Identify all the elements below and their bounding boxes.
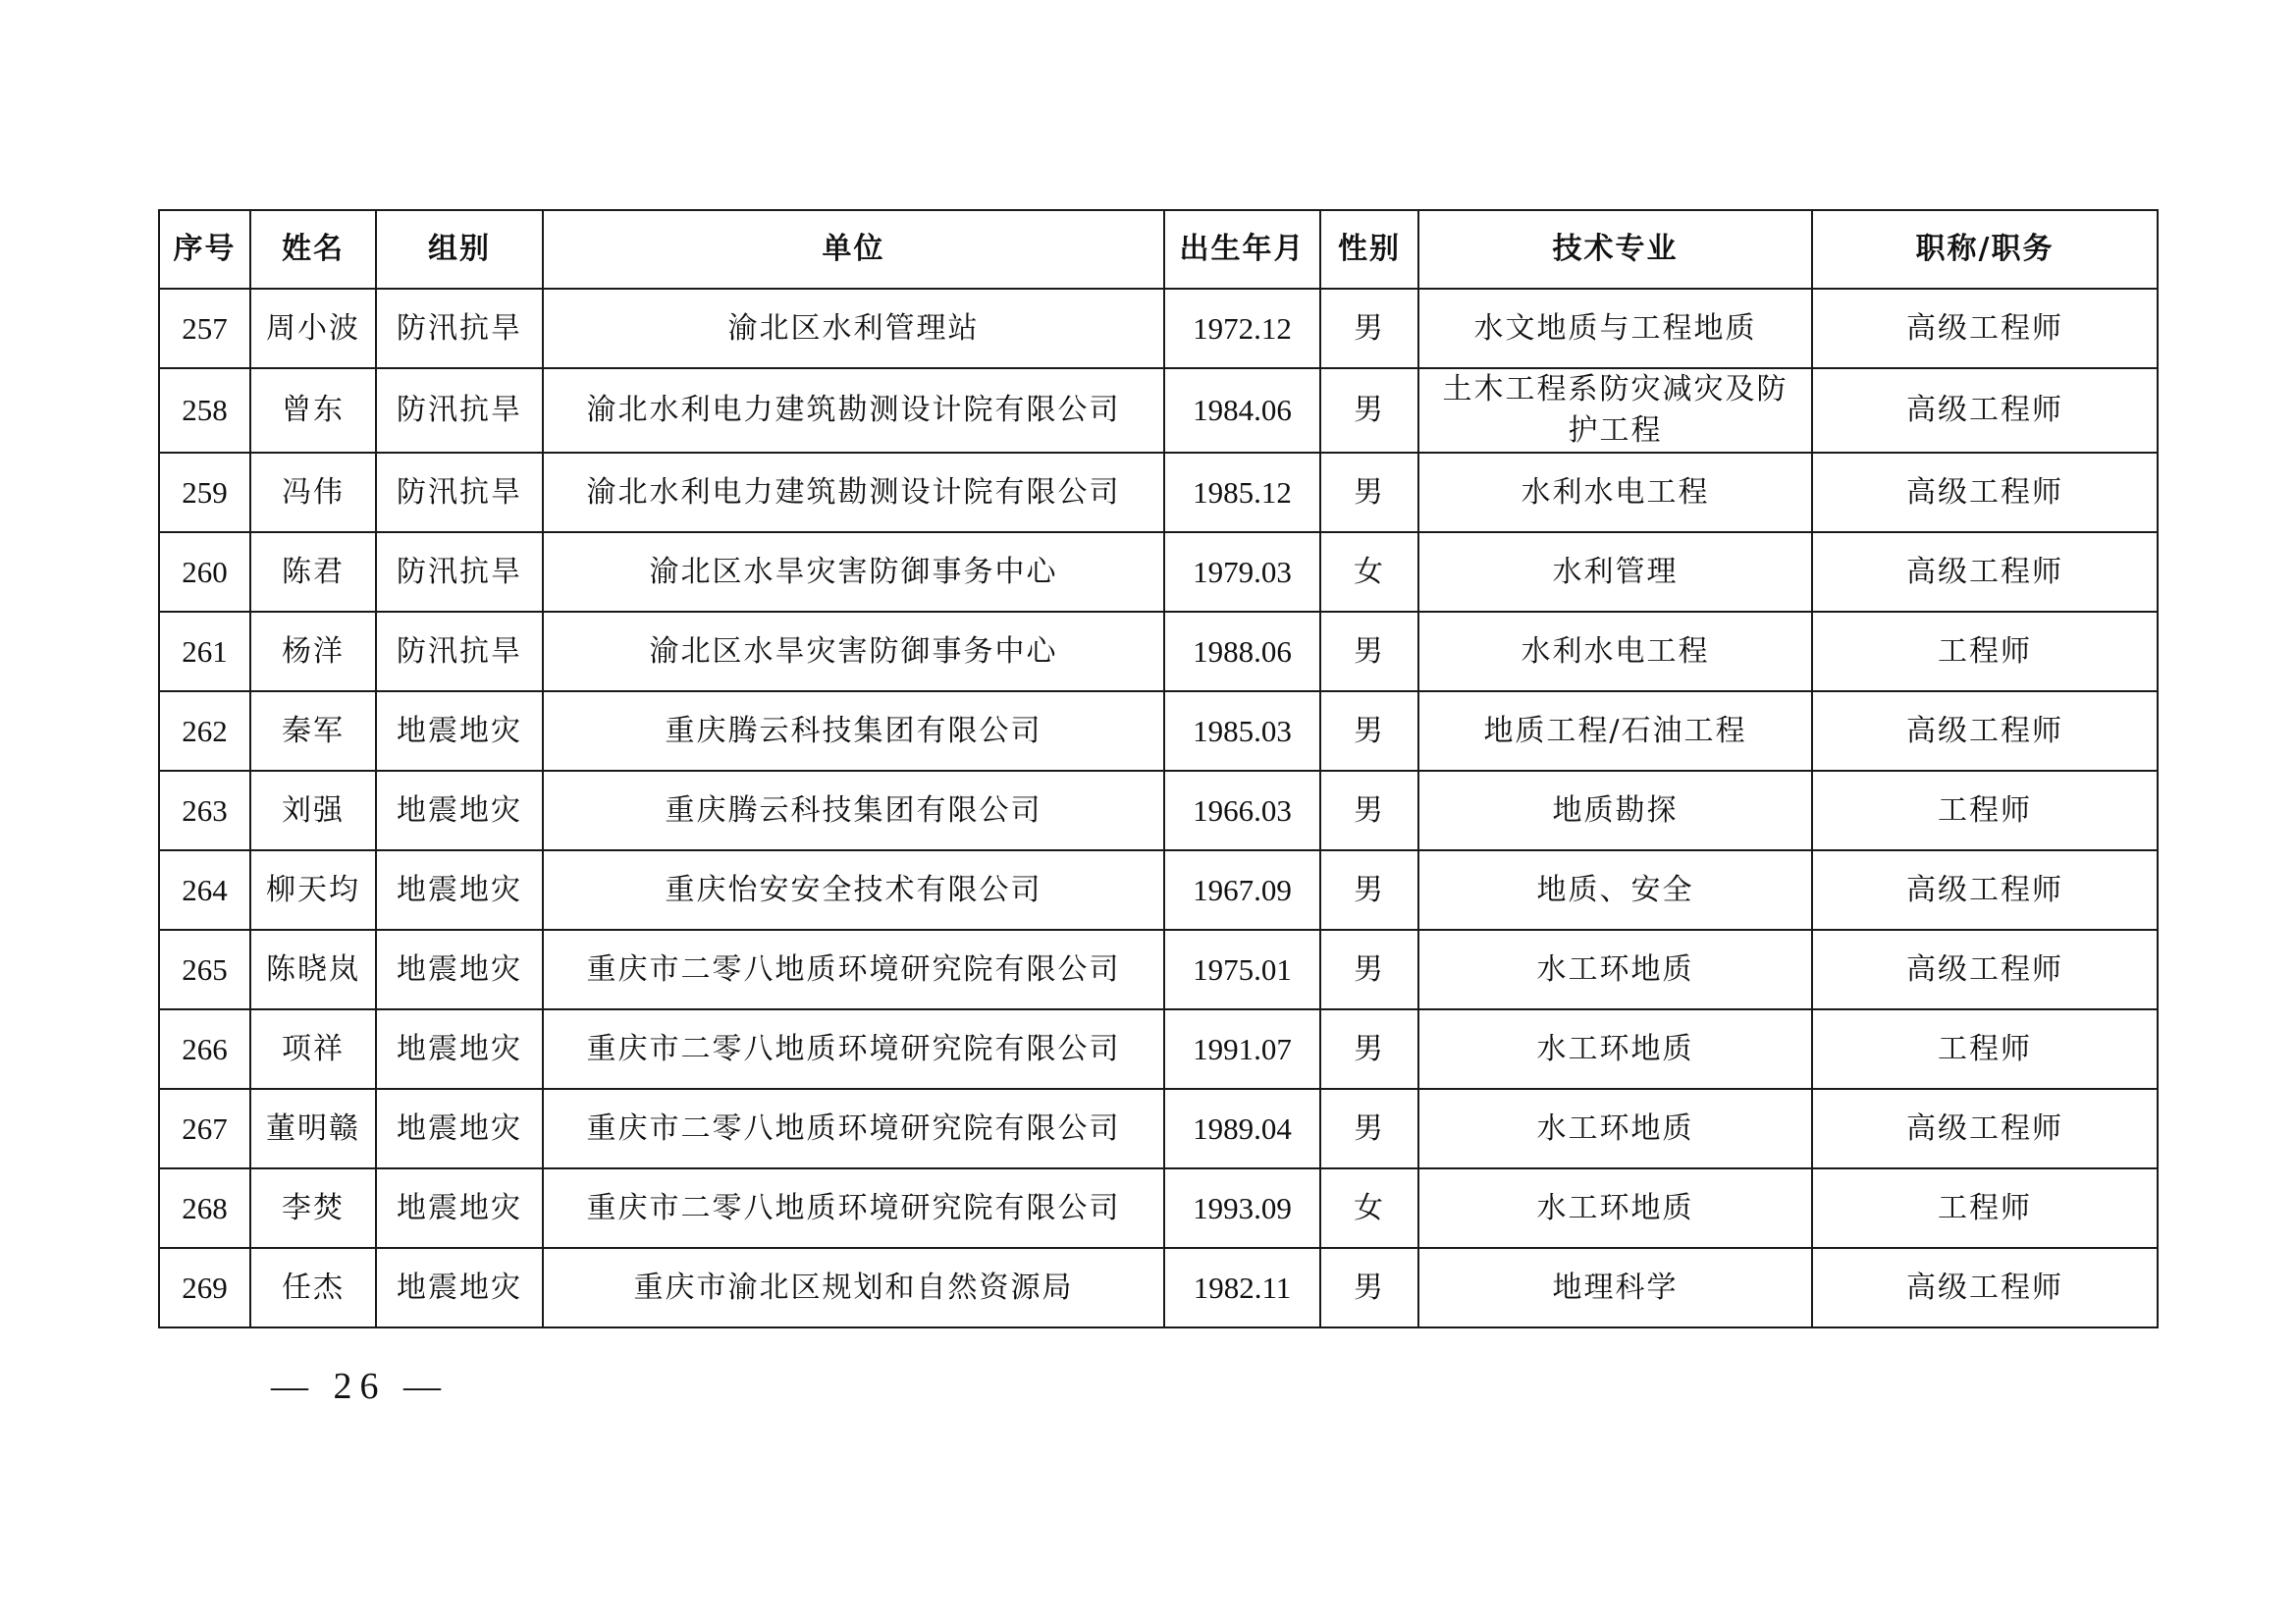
- cell-name: 刘强: [250, 771, 376, 850]
- table-row: [159, 612, 2158, 691]
- cell-name: 秦军: [250, 691, 376, 771]
- cell-gender: 男: [1320, 771, 1418, 850]
- cell-group: 地震地灾: [376, 850, 543, 930]
- cell-unit: 渝北水利电力建筑勘测设计院有限公司: [543, 453, 1164, 532]
- cell-unit: 重庆市二零八地质环境研究院有限公司: [543, 1089, 1164, 1168]
- cell-gender: 男: [1320, 289, 1418, 368]
- cell-unit: 重庆市二零八地质环境研究院有限公司: [543, 930, 1164, 1009]
- cell-unit: 渝北区水旱灾害防御事务中心: [543, 532, 1164, 612]
- cell-index: 259: [159, 453, 250, 532]
- cell-unit: 重庆怡安安全技术有限公司: [543, 850, 1164, 930]
- cell-group: 防汛抗旱: [376, 289, 543, 368]
- cell-gender: 女: [1320, 532, 1418, 612]
- table-row: [159, 1089, 2158, 1168]
- cell-title: 高级工程师: [1812, 1248, 2158, 1327]
- table-row: [159, 532, 2158, 612]
- cell-specialty: 水利水电工程: [1418, 612, 1812, 691]
- cell-birth: 1967.09: [1164, 850, 1320, 930]
- table-row: [159, 691, 2158, 771]
- cell-name: 曾东: [250, 368, 376, 453]
- cell-specialty: 地质勘探: [1418, 771, 1812, 850]
- cell-title: 高级工程师: [1812, 691, 2158, 771]
- cell-gender: 女: [1320, 1168, 1418, 1248]
- cell-title: 高级工程师: [1812, 930, 2158, 1009]
- table-header-row: [159, 210, 2158, 289]
- cell-birth: 1985.12: [1164, 453, 1320, 532]
- cell-unit: 渝北区水旱灾害防御事务中心: [543, 612, 1164, 691]
- table-row: [159, 453, 2158, 532]
- cell-group: 地震地灾: [376, 1248, 543, 1327]
- cell-birth: 1984.06: [1164, 368, 1320, 453]
- personnel-table: [158, 209, 2159, 1328]
- cell-title: 高级工程师: [1812, 850, 2158, 930]
- cell-specialty: 土木工程系防灾减灾及防护工程: [1418, 368, 1812, 453]
- cell-birth: 1989.04: [1164, 1089, 1320, 1168]
- cell-unit: 重庆市二零八地质环境研究院有限公司: [543, 1168, 1164, 1248]
- cell-title: 高级工程师: [1812, 532, 2158, 612]
- header-gender: 性别: [1320, 210, 1418, 289]
- cell-unit: 重庆腾云科技集团有限公司: [543, 691, 1164, 771]
- header-group: 组别: [376, 210, 543, 289]
- cell-name: 项祥: [250, 1009, 376, 1089]
- cell-birth: 1982.11: [1164, 1248, 1320, 1327]
- cell-title: 高级工程师: [1812, 368, 2158, 453]
- cell-index: 264: [159, 850, 250, 930]
- cell-index: 268: [159, 1168, 250, 1248]
- cell-specialty: 水文地质与工程地质: [1418, 289, 1812, 368]
- cell-name: 陈晓岚: [250, 930, 376, 1009]
- cell-title: 工程师: [1812, 612, 2158, 691]
- cell-gender: 男: [1320, 930, 1418, 1009]
- table-row: [159, 368, 2158, 453]
- cell-birth: 1993.09: [1164, 1168, 1320, 1248]
- cell-title: 工程师: [1812, 1009, 2158, 1089]
- cell-specialty: 地质工程/石油工程: [1418, 691, 1812, 771]
- header-specialty: 技术专业: [1418, 210, 1812, 289]
- header-birth: 出生年月: [1164, 210, 1320, 289]
- cell-gender: 男: [1320, 850, 1418, 930]
- cell-group: 防汛抗旱: [376, 453, 543, 532]
- cell-name: 柳天均: [250, 850, 376, 930]
- cell-unit: 重庆腾云科技集团有限公司: [543, 771, 1164, 850]
- header-name: 姓名: [250, 210, 376, 289]
- cell-name: 董明赣: [250, 1089, 376, 1168]
- cell-index: 267: [159, 1089, 250, 1168]
- cell-index: 262: [159, 691, 250, 771]
- table-row: [159, 1168, 2158, 1248]
- cell-gender: 男: [1320, 691, 1418, 771]
- cell-gender: 男: [1320, 612, 1418, 691]
- cell-index: 266: [159, 1009, 250, 1089]
- cell-birth: 1991.07: [1164, 1009, 1320, 1089]
- table-row: [159, 1248, 2158, 1327]
- cell-gender: 男: [1320, 1009, 1418, 1089]
- cell-specialty: 水工环地质: [1418, 1168, 1812, 1248]
- table-row: [159, 930, 2158, 1009]
- cell-specialty: 水工环地质: [1418, 1009, 1812, 1089]
- cell-index: 263: [159, 771, 250, 850]
- cell-birth: 1985.03: [1164, 691, 1320, 771]
- cell-title: 高级工程师: [1812, 289, 2158, 368]
- header-title: 职称/职务: [1812, 210, 2158, 289]
- cell-group: 地震地灾: [376, 930, 543, 1009]
- table-row: [159, 1009, 2158, 1089]
- cell-group: 防汛抗旱: [376, 532, 543, 612]
- cell-name: 李焚: [250, 1168, 376, 1248]
- cell-index: 258: [159, 368, 250, 453]
- cell-title: 高级工程师: [1812, 453, 2158, 532]
- cell-index: 265: [159, 930, 250, 1009]
- cell-group: 防汛抗旱: [376, 368, 543, 453]
- cell-group: 地震地灾: [376, 1089, 543, 1168]
- cell-group: 防汛抗旱: [376, 612, 543, 691]
- cell-group: 地震地灾: [376, 691, 543, 771]
- cell-unit: 渝北水利电力建筑勘测设计院有限公司: [543, 368, 1164, 453]
- cell-birth: 1988.06: [1164, 612, 1320, 691]
- page-number: — 26 —: [271, 1366, 449, 1407]
- cell-specialty: 水工环地质: [1418, 1089, 1812, 1168]
- cell-name: 周小波: [250, 289, 376, 368]
- cell-gender: 男: [1320, 1248, 1418, 1327]
- cell-name: 任杰: [250, 1248, 376, 1327]
- cell-birth: 1966.03: [1164, 771, 1320, 850]
- cell-specialty: 水工环地质: [1418, 930, 1812, 1009]
- table-row: [159, 850, 2158, 930]
- cell-specialty: 水利管理: [1418, 532, 1812, 612]
- cell-gender: 男: [1320, 368, 1418, 453]
- cell-group: 地震地灾: [376, 1168, 543, 1248]
- cell-birth: 1972.12: [1164, 289, 1320, 368]
- cell-name: 杨洋: [250, 612, 376, 691]
- cell-gender: 男: [1320, 453, 1418, 532]
- cell-unit: 渝北区水利管理站: [543, 289, 1164, 368]
- cell-specialty: 地质、安全: [1418, 850, 1812, 930]
- cell-specialty: 地理科学: [1418, 1248, 1812, 1327]
- cell-unit: 重庆市二零八地质环境研究院有限公司: [543, 1009, 1164, 1089]
- cell-index: 269: [159, 1248, 250, 1327]
- cell-index: 257: [159, 289, 250, 368]
- header-index: 序号: [159, 210, 250, 289]
- cell-index: 261: [159, 612, 250, 691]
- cell-specialty: 水利水电工程: [1418, 453, 1812, 532]
- cell-name: 陈君: [250, 532, 376, 612]
- cell-group: 地震地灾: [376, 1009, 543, 1089]
- cell-birth: 1975.01: [1164, 930, 1320, 1009]
- table-row: [159, 771, 2158, 850]
- cell-birth: 1979.03: [1164, 532, 1320, 612]
- header-unit: 单位: [543, 210, 1164, 289]
- table-row: [159, 289, 2158, 368]
- cell-unit: 重庆市渝北区规划和自然资源局: [543, 1248, 1164, 1327]
- cell-title: 工程师: [1812, 1168, 2158, 1248]
- cell-title: 工程师: [1812, 771, 2158, 850]
- cell-title: 高级工程师: [1812, 1089, 2158, 1168]
- cell-group: 地震地灾: [376, 771, 543, 850]
- cell-gender: 男: [1320, 1089, 1418, 1168]
- cell-name: 冯伟: [250, 453, 376, 532]
- cell-index: 260: [159, 532, 250, 612]
